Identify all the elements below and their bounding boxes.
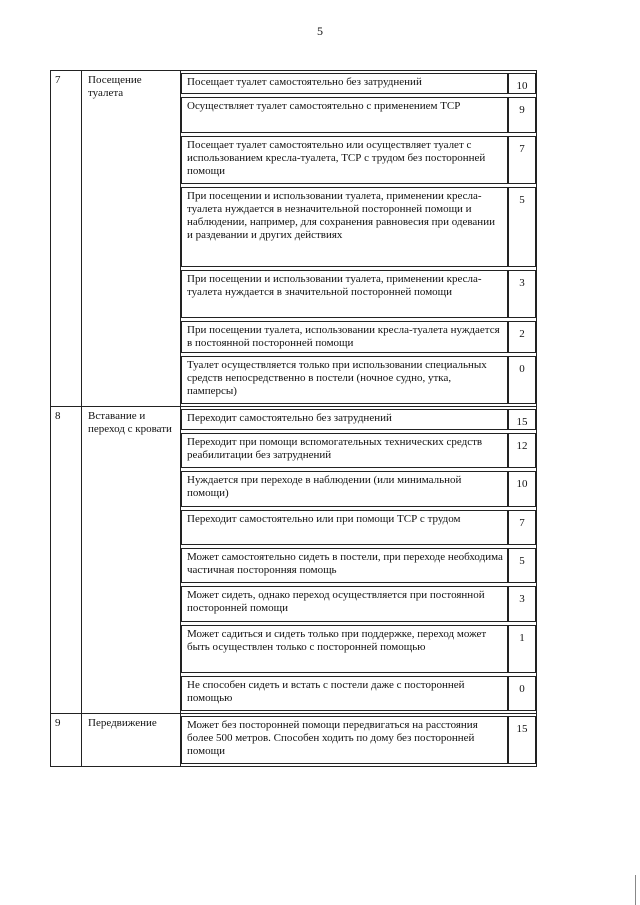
criteria-row	[181, 136, 536, 184]
criteria-list	[181, 70, 536, 407]
criteria-score: 9	[508, 97, 536, 133]
criteria-description: Переходит при помощи вспомогательных технических средств реабилитации без затруднений	[181, 433, 508, 468]
criteria-description: Переходит самостоятельно или при помощи ТСР с трудом	[181, 510, 508, 545]
section-number: 7	[51, 71, 82, 407]
criteria-score: 2	[508, 321, 536, 353]
criteria-description: Осуществляет туалет самостоятельно с применением ТСР	[181, 97, 508, 133]
criteria-list	[181, 713, 536, 767]
criteria-description: При посещении и использовании туалета, применении кресла-туалета нуждается в незначительной посторонней помощи и наблюдении, например, для сохранения равновесия при одевании и раздевании и других действиях	[181, 187, 508, 267]
criteria-row	[181, 270, 536, 318]
criteria-score: 3	[508, 270, 536, 318]
section-category: Вставание и переход с кровати	[82, 407, 181, 714]
scan-edge-mark	[635, 875, 636, 905]
criteria-score: 15	[508, 716, 536, 764]
section-number: 9	[51, 714, 82, 767]
criteria-score: 7	[508, 510, 536, 545]
section-items-cell	[181, 71, 537, 407]
criteria-row	[181, 548, 536, 583]
criteria-row	[181, 321, 536, 353]
criteria-row	[181, 187, 536, 267]
criteria-score: 3	[508, 586, 536, 622]
section-category: Посещение туалета	[82, 71, 181, 407]
criteria-row	[181, 586, 536, 622]
criteria-description: Может садиться и сидеть только при поддержке, переход может быть осуществлен только с посторонней помощью	[181, 625, 508, 673]
criteria-row	[181, 356, 536, 404]
section-row	[51, 407, 537, 714]
section-items-cell	[181, 714, 537, 767]
criteria-description: Может самостоятельно сидеть в постели, при переходе необходима частичная посторонняя помощь	[181, 548, 508, 583]
section-row	[51, 71, 537, 407]
criteria-description: Нуждается при переходе в наблюдении (или минимальной помощи)	[181, 471, 508, 507]
criteria-description: Туалет осуществляется только при использовании специальных средств непосредственно в постели (ночное судно, утка, памперсы)	[181, 356, 508, 404]
assessment-table	[50, 70, 537, 767]
criteria-description: Посещает туалет самостоятельно без затруднений	[181, 73, 508, 94]
criteria-score: 1	[508, 625, 536, 673]
criteria-row	[181, 510, 536, 545]
criteria-score: 5	[508, 187, 536, 267]
page-number: 5	[317, 24, 323, 38]
section-row	[51, 714, 537, 767]
criteria-row	[181, 625, 536, 673]
criteria-score: 0	[508, 356, 536, 404]
criteria-description: Переходит самостоятельно без затруднений	[181, 409, 508, 430]
criteria-score: 15	[508, 409, 536, 430]
criteria-description: При посещении туалета, использовании кресла-туалета нуждается в постоянной посторонней помощи	[181, 321, 508, 353]
criteria-row	[181, 433, 536, 468]
criteria-row	[181, 716, 536, 764]
criteria-score: 0	[508, 676, 536, 711]
section-items-cell	[181, 407, 537, 714]
criteria-description: Может сидеть, однако переход осуществляется при постоянной посторонней помощи	[181, 586, 508, 622]
criteria-score: 7	[508, 136, 536, 184]
criteria-score: 10	[508, 73, 536, 94]
criteria-score: 12	[508, 433, 536, 468]
criteria-row	[181, 97, 536, 133]
criteria-description: Не способен сидеть и встать с постели даже с посторонней помощью	[181, 676, 508, 711]
criteria-description: Может без посторонней помощи передвигаться на расстояния более 500 метров. Способен ходить по дому без посторонней помощи	[181, 716, 508, 764]
criteria-row	[181, 409, 536, 430]
criteria-score: 5	[508, 548, 536, 583]
criteria-list	[181, 406, 536, 714]
criteria-score: 10	[508, 471, 536, 507]
section-number: 8	[51, 407, 82, 714]
section-category: Передвижение	[82, 714, 181, 767]
criteria-description: При посещении и использовании туалета, применении кресла-туалета нуждается в значительной посторонней помощи	[181, 270, 508, 318]
criteria-row	[181, 676, 536, 711]
criteria-row	[181, 471, 536, 507]
criteria-description: Посещает туалет самостоятельно или осуществляет туалет с использованием кресла-туалета, ТСР с трудом без посторонней помощи	[181, 136, 508, 184]
criteria-row	[181, 73, 536, 94]
